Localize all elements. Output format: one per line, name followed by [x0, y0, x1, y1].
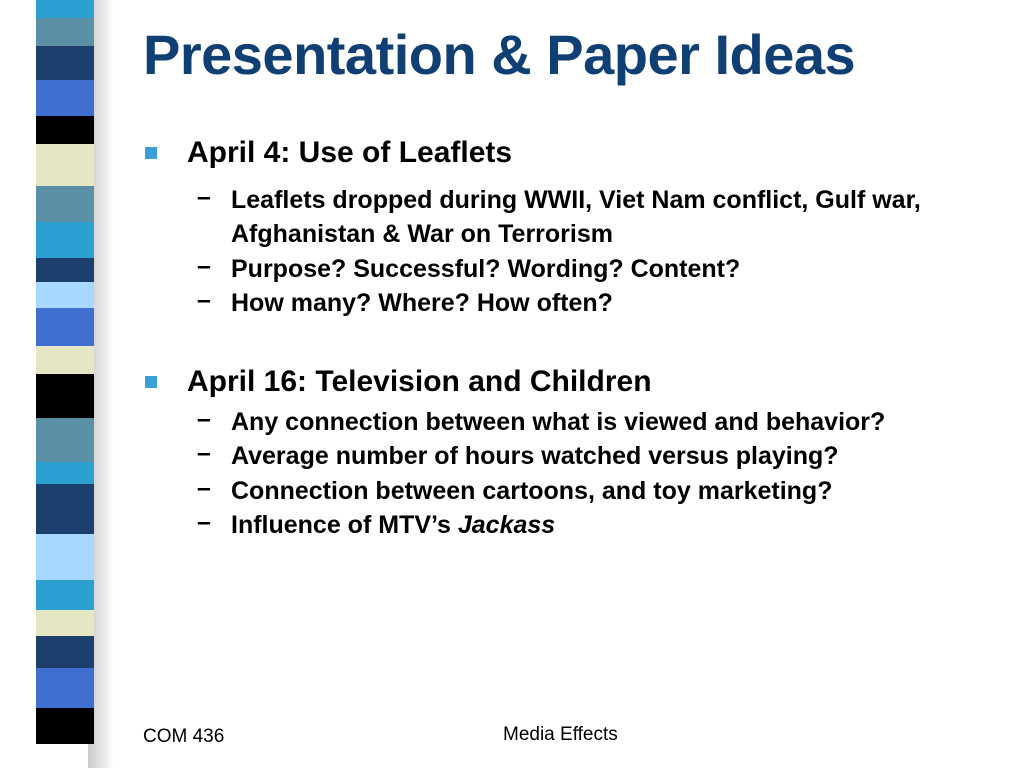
stripe-block — [36, 186, 94, 222]
bullet-item-television — [145, 365, 652, 399]
bullet-item-leaflets — [145, 136, 512, 170]
stripe-block — [36, 708, 94, 744]
stripe-block — [36, 346, 94, 374]
stripe-block — [36, 484, 94, 534]
sub-item-text: Average number of hours watched versus playing? — [231, 442, 839, 470]
stripe-block — [36, 610, 94, 636]
stripe-block — [36, 418, 94, 462]
stripe-block — [36, 46, 94, 80]
bullet-square-icon — [145, 147, 157, 159]
stripe-block — [36, 258, 94, 282]
dash-icon: – — [197, 286, 211, 314]
dash-icon: – — [197, 474, 211, 502]
sub-item — [197, 252, 740, 286]
sub-item-text: Purpose? Successful? Wording? Content? — [231, 255, 741, 283]
stripe-block — [36, 668, 94, 708]
bullet-heading: April 16: Television and Children — [187, 365, 652, 398]
stripe-block — [36, 80, 94, 116]
sub-item-italic: Jackass — [457, 511, 556, 539]
decorative-stripe — [36, 0, 94, 768]
sub-item-text: Any connection between what is viewed and behavior? — [231, 408, 886, 436]
sub-item — [197, 474, 832, 508]
stripe-block — [36, 144, 94, 186]
slide-title: Presentation & Paper Ideas — [143, 23, 856, 86]
stripe-block — [36, 374, 94, 418]
sub-item-text: Connection between cartoons, and toy marketing? — [231, 477, 833, 505]
stripe-block — [36, 462, 94, 484]
dash-icon: – — [197, 183, 211, 211]
stripe-block — [36, 580, 94, 610]
stripe-block — [36, 222, 94, 258]
stripe-block — [36, 308, 94, 346]
sub-item — [197, 286, 613, 320]
sub-item-text — [231, 508, 555, 542]
sub-item-text: How many? Where? How often? — [231, 289, 613, 317]
stripe-block — [36, 636, 94, 668]
dash-icon: – — [197, 405, 211, 433]
sub-item — [197, 183, 977, 251]
bullet-square-icon — [145, 376, 157, 388]
dash-icon: – — [197, 252, 211, 280]
footer-course-code: COM 436 — [143, 726, 225, 747]
sub-item-prefix: Influence of MTV’s — [231, 511, 458, 539]
stripe-block — [36, 534, 94, 580]
dash-icon: – — [197, 508, 211, 536]
sub-item — [197, 439, 839, 473]
stripe-block — [36, 0, 94, 18]
sub-item — [197, 508, 555, 542]
stripe-block — [36, 18, 94, 46]
sub-item-text: Leaflets dropped during WWII, Viet Nam conflict, Gulf war, Afghanistan & War on Terrorism — [231, 186, 921, 248]
stripe-block — [36, 116, 94, 144]
stripe-block — [36, 282, 94, 308]
dash-icon: – — [197, 439, 211, 467]
bullet-heading: April 4: Use of Leaflets — [187, 136, 513, 169]
footer-course-title: Media Effects — [503, 724, 618, 745]
sub-item — [197, 405, 885, 439]
